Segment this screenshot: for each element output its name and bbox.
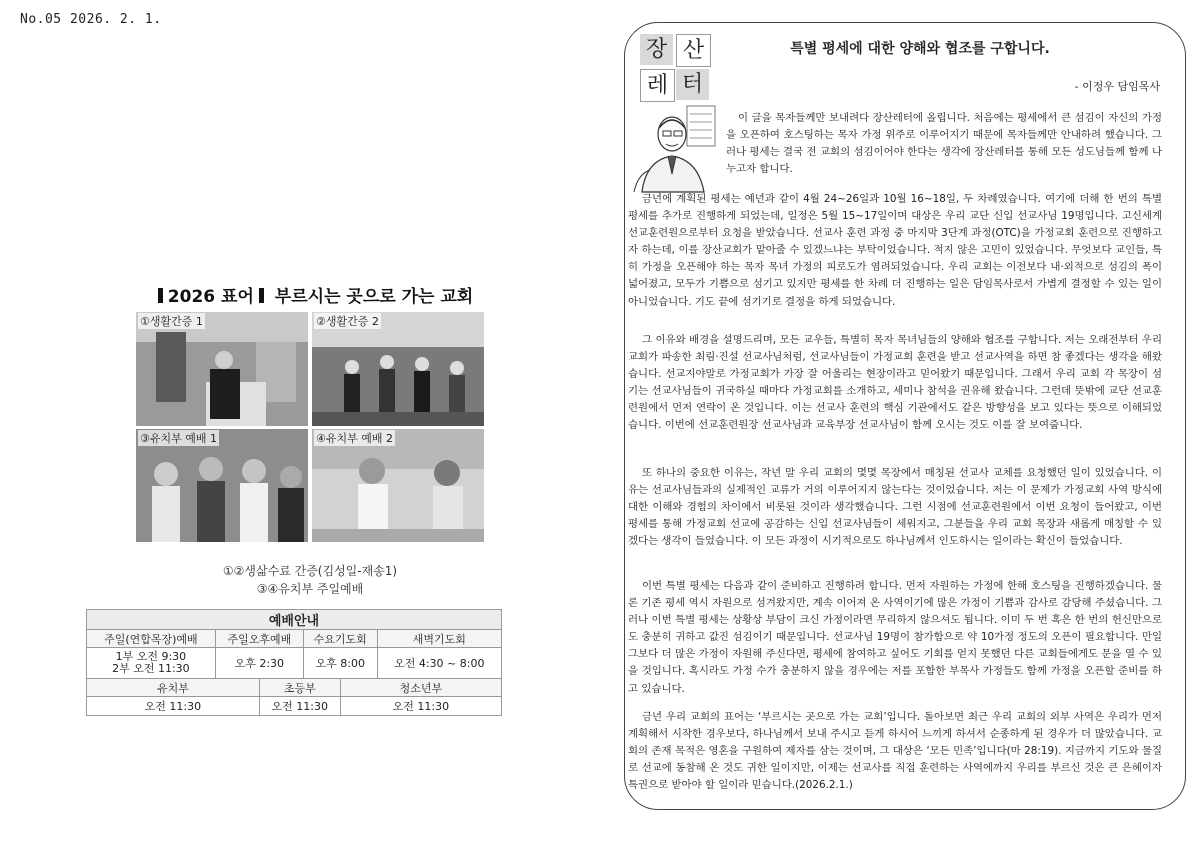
schedule-value: 오전 4:30 ~ 8:00: [377, 648, 501, 679]
letter-paragraph: 또 하나의 중요한 이유는, 작년 말 우리 교회의 몇몇 목장에서 매칭된 선교사 교체를 요청했던 일이 있었습니다. 이유는 선교사님들과의 실제적인 교류가 거의 이루어지지 않는다는 것이었습니다. 저는 이 문제가 가정교회 사역 방식에 대한 이해와 경험의 차이에서 비롯된 것이라 생각했습니다. 그런 시점에 선교훈련원에서 이번 요청이 들어왔고, 이번 평세를 통해 가정교회 선교에 공감하는 신입 선교사님들이 세워지고, 그분들을 우리 교회 목장과 새롭게 매칭할 수 있겠다는 생각이 들었습니다. 이 모든 과정이 시기적으로도 하나님께서 인도하시는 일이라는 확신이 들었습니다.: [628, 467, 1162, 548]
motto-bar-right: [259, 288, 264, 303]
pastor-portrait-illustration: [632, 104, 718, 194]
testimony-1-image: [136, 312, 308, 426]
letter-paragraph: 금년에 계획된 평세는 예년과 같이 4월 24~26일과 10월 16~18일, 두 차례였습니다. 여기에 더해 한 번의 특별 평세를 추가로 진행하게 되었는데, 일정은 5월 15~17일이며 대상은 우리 교단 신입 선교사님 19명입니다. 고신세계선교훈련원으로부터 요청을 받았습니다. 선교사 훈련 과정 중 마지막 3단계 과정(OTC)을 가정교회 훈련으로 진행하고자 하는데, 이를 장산교회가 맡아줄 수 있겠느냐는 부탁이었습니다. 적지 않은 고민이 있었습니다. 무엇보다 교인들, 특히 가정을 오픈해야 하는 목자 목녀 가정의 피로도가 염려되었습니다. 우리 교회는 이전보다 내·외적으로 섬김의 폭이 넓어졌고, 모두가 기쁨으로 섬기고 있지만 평세를 한 차례 더 진행하는 일은 담임목사로서 가볍게 결정할 수 있는 일이 아니었습니다. 기도 끝에 섬기기로 결정을 하게 되었습니다.: [628, 193, 1162, 308]
letter-title: 특별 평세에 대한 양해와 협조를 구합니다.: [790, 41, 1050, 57]
schedule-header: 새벽기도회: [377, 630, 501, 648]
letter-stamp-logo: [640, 34, 714, 102]
photo-grid: [136, 312, 484, 542]
testimony-2-image: [312, 312, 484, 426]
stamp-char: 터: [676, 69, 709, 100]
photo-kids-worship-1: [136, 429, 308, 542]
stamp-char: 산: [676, 34, 711, 67]
issue-date: No.05 2026. 2. 1.: [20, 12, 162, 27]
photo-caption-1: ①②생삶수료 간증(김성일-재송1): [222, 564, 398, 578]
photo-label: ①생활간증 1: [140, 315, 203, 328]
schedule-title: 예배안내: [87, 610, 502, 630]
schedule-header: 청소년부: [340, 679, 501, 697]
stamp-char: 장: [640, 34, 673, 65]
schedule-header: 유치부: [87, 679, 260, 697]
stamp-char: 레: [640, 69, 675, 102]
schedule-header: 초등부: [259, 679, 340, 697]
schedule-header: 수요기도회: [303, 630, 377, 648]
motto-tag: 2026 표어: [167, 287, 254, 307]
photo-label: ②생활간증 2: [316, 315, 379, 328]
motto-text: 부르시는 곳으로 가는 교회: [274, 287, 474, 307]
schedule-value: 1부 오전 9:30 2부 오전 11:30: [87, 648, 216, 679]
schedule-value: 오전 11:30: [87, 697, 260, 716]
photo-label: ④유치부 예배 2: [316, 432, 393, 445]
letter-author: - 이정우 담임목사: [1074, 80, 1160, 93]
photo-label: ③유치부 예배 1: [140, 432, 217, 445]
letter-paragraph: 이 글을 목자들께만 보내려다 장산레터에 올립니다. 처음에는 평세에서 큰 섬김이 자신의 가정을 오픈하여 호스팅하는 목자 가정 위주로 이루어지기 때문에 목자들께만 안내하려 했습니다. 그러나 평세는 결국 전 교회의 섬김이어야 한다는 생각에 장산레터를 통해 모든 성도님들께 함께 나누고자 합니다.: [726, 112, 1162, 176]
schedule-header: 주일오후예배: [215, 630, 303, 648]
motto-heading: [138, 282, 488, 307]
schedule-value: 오후 8:00: [303, 648, 377, 679]
letter-paragraph: 그 이유와 배경을 설명드리며, 모든 교우들, 특별히 목자 목녀님들의 양해와 협조를 구합니다. 저는 오래전부터 우리 교회가 파송한 최림·진설 선교사님처럼, 선교사님들이 가정교회 훈련을 받고 선교사역을 하면 참 좋겠다는 생각을 해왔습니다. 선교지야말로 가정교회가 가장 잘 어울리는 현장이라고 믿어왔기 때문입니다. 그래서 우리 교회 각 목장이 섬기는 선교사님들이 귀국하실 때마다 가정교회를 소개하고, 세미나 참석을 권유해 왔습니다. 그런데 뜻밖에 교단 선교훈련원에서 먼저 연락이 온 것입니다. 이는 선교사 훈련의 핵심 기관에서도 같은 방향성을 보고 있다는 뜻으로 이해되었습니다. 이번에 선교훈련원장 선교사님과 교육부장 선교사님이 함께 오시는 것도 이를 잘 보여줍니다.: [628, 334, 1162, 432]
schedule-value: 오전 11:30: [259, 697, 340, 716]
schedule-header: 주일(연합목장)예배: [87, 630, 216, 648]
letter-paragraph: 이번 특별 평세는 다음과 같이 준비하고 진행하려 합니다. 먼저 자원하는 가정에 한해 호스팅을 진행하겠습니다. 물론 기존 평세 역시 자원으로 섬겨왔지만, 계속 이어져 온 사역이기에 많은 가정이 기쁨과 감사로 감당해 주셨습니다. 그러나 이번 특별 평세는 상황상 부담이 크신 가정이라면 무리하지 않으셔도 됩니다. 이미 두 번 혹은 한 번의 헌신만으로도 충분히 귀하고 값진 섬김이기 때문입니다. 선교사님 19명이 참가함으로 약 10가정 정도의 오픈이 필요합니다. 만일 그보다 더 많은 가정이 자원해 주신다면, 평세에 참여하고 싶어도 기회를 얻지 못했던 다른 교회들에게도 문을 열 수 있을 것입니다. 혹시라도 가정 수가 충분하지 않을 경우에는 저를 포함한 부목사 가정들도 함께 가정을 오픈할 준비를 하고 있습니다.: [628, 580, 1162, 695]
schedule-value: 오전 11:30: [340, 697, 501, 716]
photo-testimony-2: [312, 312, 484, 426]
photo-testimony-1: [136, 312, 308, 426]
worship-schedule-table: [86, 609, 502, 716]
photo-kids-worship-2: [312, 429, 484, 542]
schedule-value: 오후 2:30: [215, 648, 303, 679]
photo-caption-2: ③④유치부 주일예배: [256, 582, 364, 596]
motto-bar-left: [158, 288, 163, 303]
letter-paragraph: 금년 우리 교회의 표어는 ‘부르시는 곳으로 가는 교회’입니다. 돌아보면 최근 우리 교회의 외부 사역은 우리가 먼저 계획해서 시작한 경우보다, 하나님께서 보내 주시고 듣게 하시어 느끼게 하셔서 순종하게 된 경우가 더 많았습니다. 교회의 존재 목적은 영혼을 구원하여 제자를 삼는 것이며, 그 대상은 ‘모든 민족’입니다(마 28:19). 지금까지 기도와 물질로 선교에 동참해 온 것도 귀한 일이지만, 이제는 선교사를 직접 훈련하는 사역에까지 우리를 부르신 것은 큰 은혜이자 특권으로 받아야 할 일이라 믿습니다.(2026.2.1.): [628, 711, 1162, 792]
